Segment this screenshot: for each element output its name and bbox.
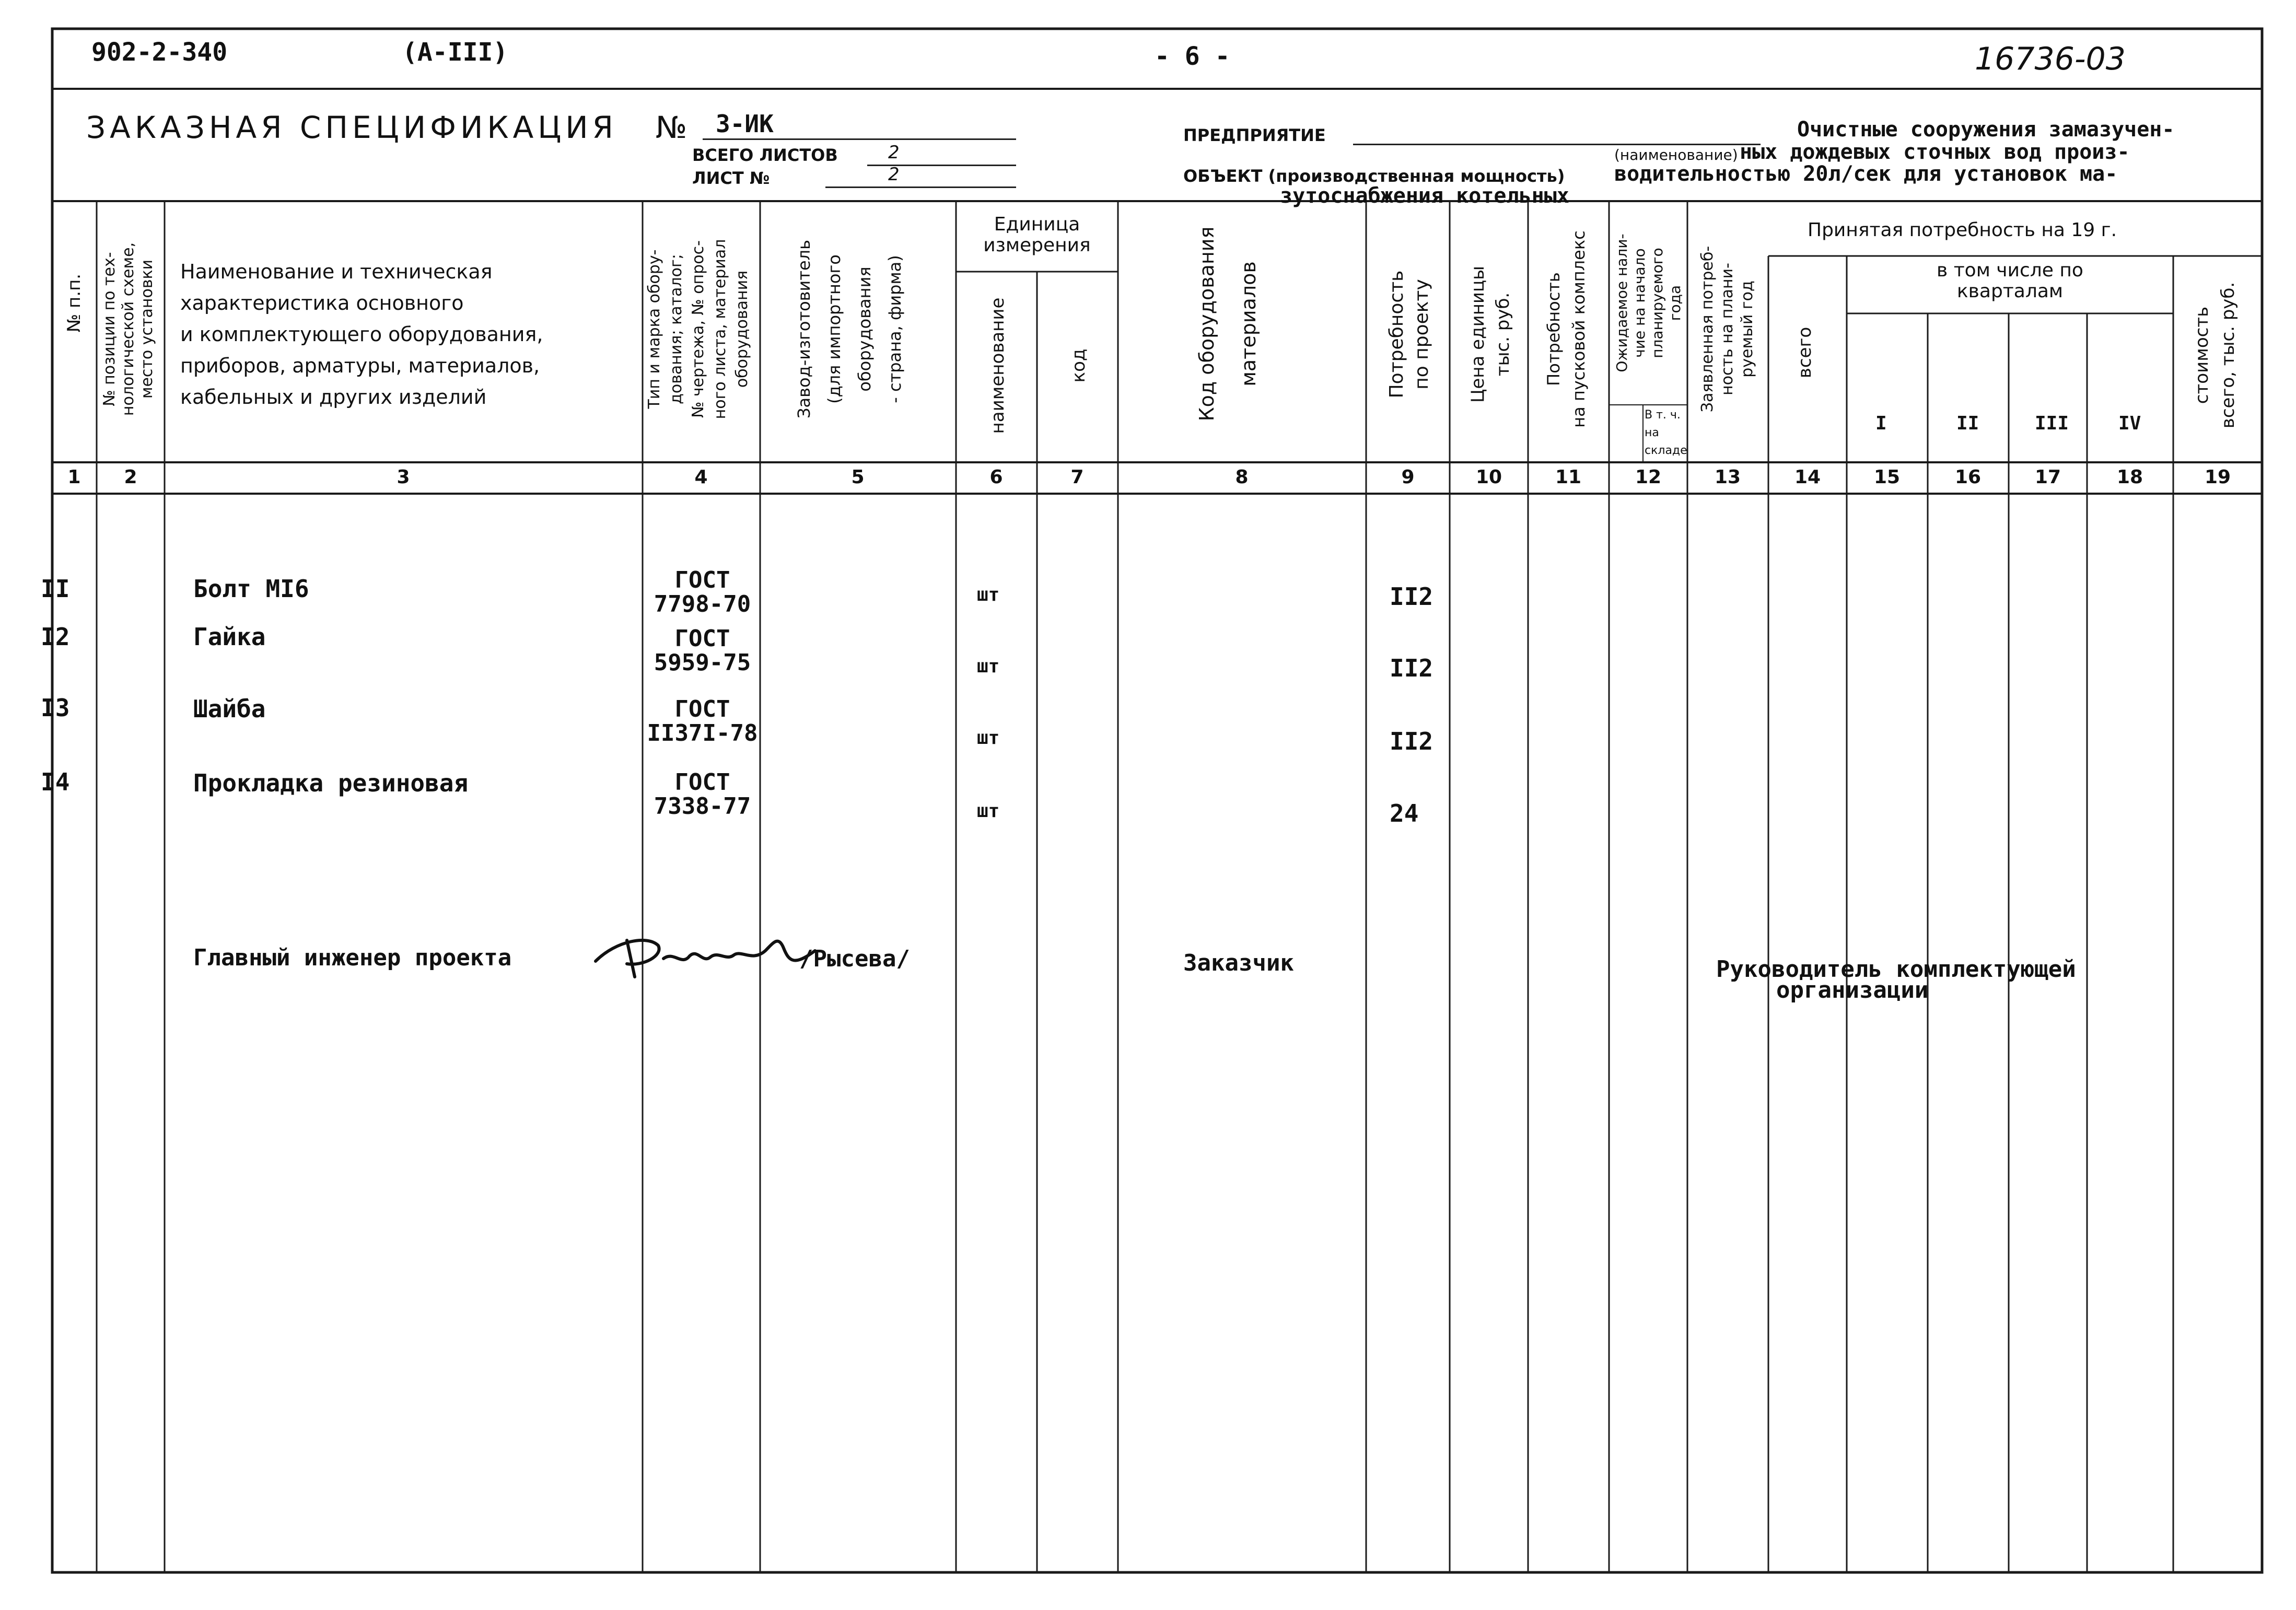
col-number: 11 [1555, 466, 1582, 488]
row-unit: шт [977, 584, 1000, 605]
quarters-group-header: в том числе по кварталам [1937, 260, 2083, 302]
object-label: ОБЪЕКТ (производственная мощность) [1183, 166, 1565, 186]
signature-mark [585, 919, 836, 987]
row-quantity: II2 [1390, 654, 1433, 682]
customer-label: Заказчик [1183, 950, 1294, 976]
col-12-sub-header: В т. ч. на складе [1645, 409, 1687, 457]
row-unit: шт [977, 800, 1000, 822]
col-number: 12 [1635, 466, 1662, 488]
row-item-name: Болт МI6 [193, 575, 309, 603]
supplier-label: Руководитель комплектующей [1716, 956, 2076, 983]
col-number: 14 [1794, 466, 1821, 488]
quarter-4-header: IV [2118, 413, 2141, 434]
col-number: 16 [1954, 466, 1982, 488]
col-14-header: всего [1794, 326, 1815, 379]
col-number: 17 [2034, 466, 2061, 488]
row-number: II [41, 575, 70, 603]
col-6-header: наименование [987, 297, 1008, 434]
object-line-2: ных дождевых сточных вод произ- [1740, 140, 2130, 164]
col-9-header: Потребность по проекту [1386, 270, 1432, 399]
document-number: 16736-03 [1975, 41, 2126, 77]
col-2-header: № позиции по тех- нологической схеме, место установки [100, 242, 156, 416]
chief-engineer-label: Главный инженер проекта [193, 944, 512, 971]
col-8-header: Код оборудования материалов [1195, 226, 1260, 422]
object-line-3: водительностью 20л/сек для установок ма- [1614, 162, 2118, 186]
number-sign: № [656, 110, 687, 145]
page-number: - 6 - [1155, 42, 1230, 71]
quarter-3-header: III [2035, 413, 2069, 434]
row-unit: шт [977, 727, 1000, 749]
col-12-header: Ожидаемое нали- чие на начало планируемого года [1613, 234, 1684, 372]
col-19-header: стоимость всего, тыс. руб. [2192, 282, 2239, 429]
col-11-header: Потребность на пусковой комплекс [1544, 230, 1589, 428]
col-5-header: Завод-изготовитель (для импортного оборудования - страна, фирма) [794, 240, 905, 418]
row-number: I3 [41, 694, 70, 722]
series-label: (А-III) [402, 38, 508, 67]
enterprise-label: ПРЕДПРИЯТИЕ [1183, 125, 1326, 145]
col-number: 7 [1070, 466, 1084, 488]
row-item-name: Прокладка резиновая [193, 769, 469, 797]
object-line-4: зутоснабжения котельных [1280, 184, 1569, 208]
row-item-type: ГОСТ II37I-78 [647, 696, 758, 746]
spec-title: ЗАКАЗНАЯ СПЕЦИФИКАЦИЯ [86, 110, 617, 145]
accepted-demand-header: Принятая потребность на 19 г. [1808, 219, 2117, 241]
row-quantity: II2 [1390, 582, 1433, 611]
row-item-name: Гайка [193, 623, 266, 651]
row-quantity: II2 [1390, 727, 1433, 755]
spec-number: 3-ИК [716, 110, 774, 138]
row-unit: шт [977, 656, 1000, 677]
quarter-1-header: I [1875, 413, 1887, 434]
supplier-label-2: организации [1776, 977, 1929, 1004]
project-code: 902-2-340 [91, 38, 228, 67]
sheet-label: ЛИСТ № [692, 168, 770, 188]
object-line-1: Очистные сооружения замазучен- [1797, 118, 2175, 142]
row-quantity: 24 [1390, 799, 1419, 827]
chief-engineer-name: /Рысева/ [799, 946, 910, 972]
col-number: 10 [1475, 466, 1502, 488]
col-3-header: Наименование и техническая характеристика основного и комплектующего оборудования, приборов, арматуры, материалов, кабельных и других изделий [180, 260, 543, 409]
row-item-type: ГОСТ 7338-77 [654, 769, 751, 820]
quarter-2-header: II [1956, 413, 1979, 434]
col-number: 8 [1235, 466, 1249, 488]
col-number: 18 [2116, 466, 2143, 488]
col-4-header: Тип и марка обору- дования; каталог; № чертежа, № опрос- ного листа, материал оборудования [645, 239, 751, 419]
col-number: 13 [1714, 466, 1741, 488]
col-1-header: № п.п. [64, 273, 85, 333]
row-number: I4 [41, 768, 70, 796]
col-number: 19 [2204, 466, 2231, 488]
unit-group-header: Единица измерения [983, 214, 1091, 256]
col-number: 3 [397, 466, 410, 488]
col-13-header: Заявленная потреб- ность на плани- руемый год [1698, 246, 1756, 413]
col-number: 4 [694, 466, 708, 488]
col-number: 5 [851, 466, 865, 488]
col-7-header: код [1068, 348, 1089, 383]
col-number: 15 [1873, 466, 1901, 488]
sheets-total-label: ВСЕГО ЛИСТОВ [692, 145, 838, 165]
col-number: 2 [124, 466, 137, 488]
col-number: 6 [989, 466, 1003, 488]
col-10-header: Цена единицы тыс. руб. [1467, 265, 1513, 403]
enterprise-name-hint: (наименование) [1614, 146, 1738, 164]
col-number: 1 [67, 466, 81, 488]
row-item-name: Шайба [193, 695, 266, 723]
sheet-value: 2 [888, 164, 900, 185]
sheets-total-value: 2 [888, 142, 900, 163]
row-number: I2 [41, 623, 70, 651]
row-item-type: ГОСТ 5959-75 [654, 625, 751, 676]
col-number: 9 [1401, 466, 1415, 488]
row-item-type: ГОСТ 7798-70 [654, 567, 751, 617]
